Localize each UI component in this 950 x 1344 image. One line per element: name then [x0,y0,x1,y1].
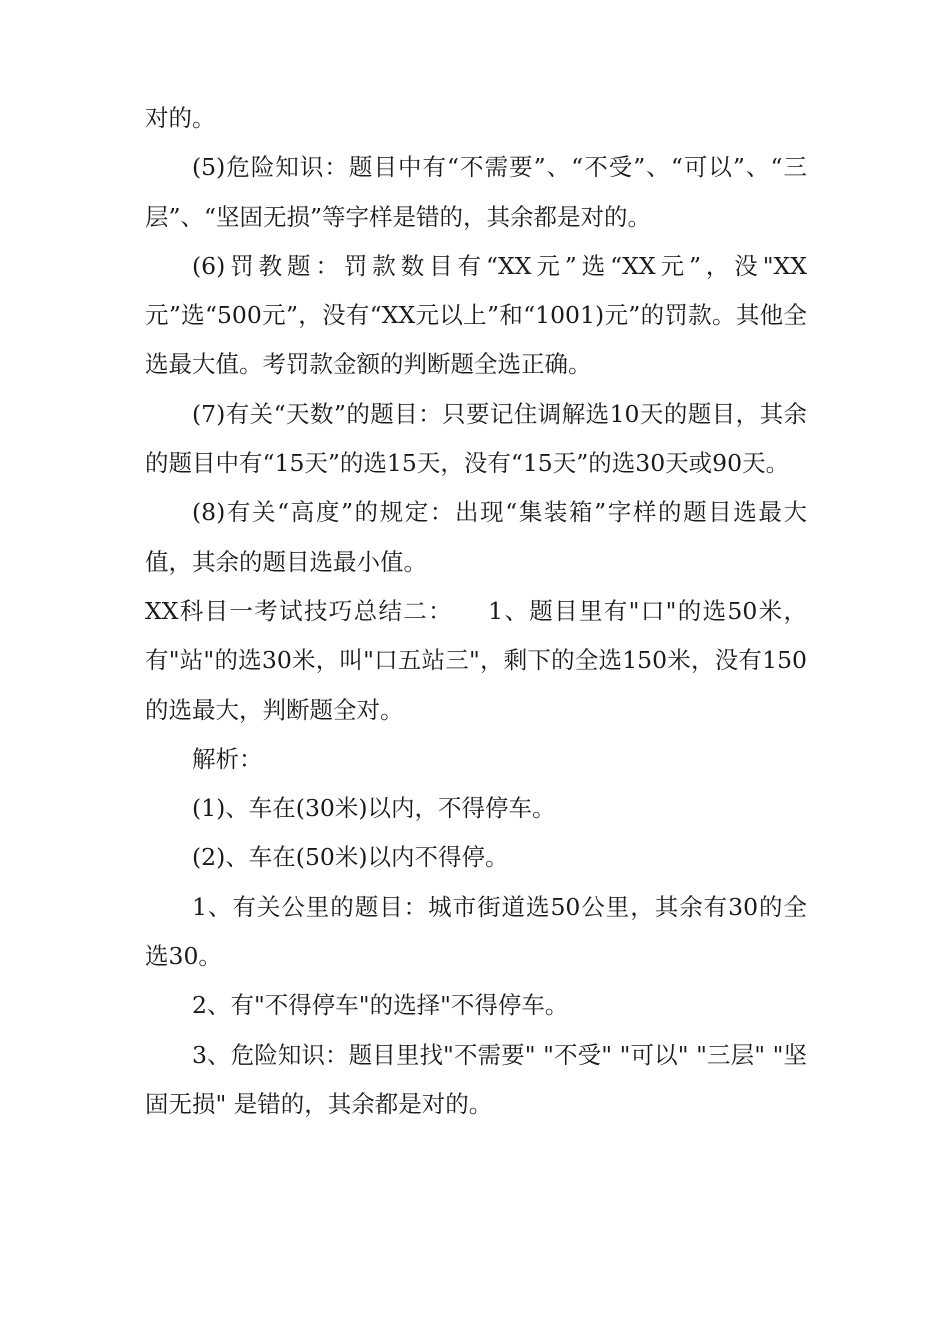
paragraph-10: 1、有关公里的题目：城市街道选50公里，其余有30的全选30。 [145,892,807,971]
paragraph-11: 2、有"不得停车"的选择"不得停车。 [192,991,569,1020]
paragraph-9: (2)、车在(50米)以内不得停。 [192,843,509,872]
paragraph-7: 解析： [192,744,263,773]
paragraph-4: (7)有关“天数”的题目：只要记住调解选10天的题目，其余的题目中有“15天”的选15天，没有“15天”的选30天或90天。 [145,399,807,478]
paragraph-8: (1)、车在(30米)以内，不得停车。 [192,794,556,823]
paragraph-5: (8)有关“高度”的规定：出现“集装箱”字样的题目选最大值，其余的题目选最小值。 [145,498,807,576]
paragraph-6: XX科目一考试技巧总结二： 1、题目里有"口"的选50米，有"站"的选30米，叫"口五站三"，剩下的全选150米，没有150的选最大，判断题全对。 [145,596,807,724]
paragraph-1: 对的。 [145,104,216,132]
paragraph-3: (6)罚教题：罚款数目有“XX元”选“XX元”，没"XX元”选“500元”，没有“XX元以上”和“1001)元”的罚款。其他全选最大值。考罚款金额的判断题全选正确。 [145,251,807,379]
document-page [145,94,807,1129]
paragraph-2: (5)危险知识：题目中有“不需要”、“不受”、“可以”、“三层”、“坚固无损”等字样是错的，其余都是对的。 [145,153,807,231]
paragraph-12: 3、危险知识：题目里找"不需要" "不受" "可以" "三层" "坚固无损" 是错的，其余都是对的。 [145,1040,807,1118]
